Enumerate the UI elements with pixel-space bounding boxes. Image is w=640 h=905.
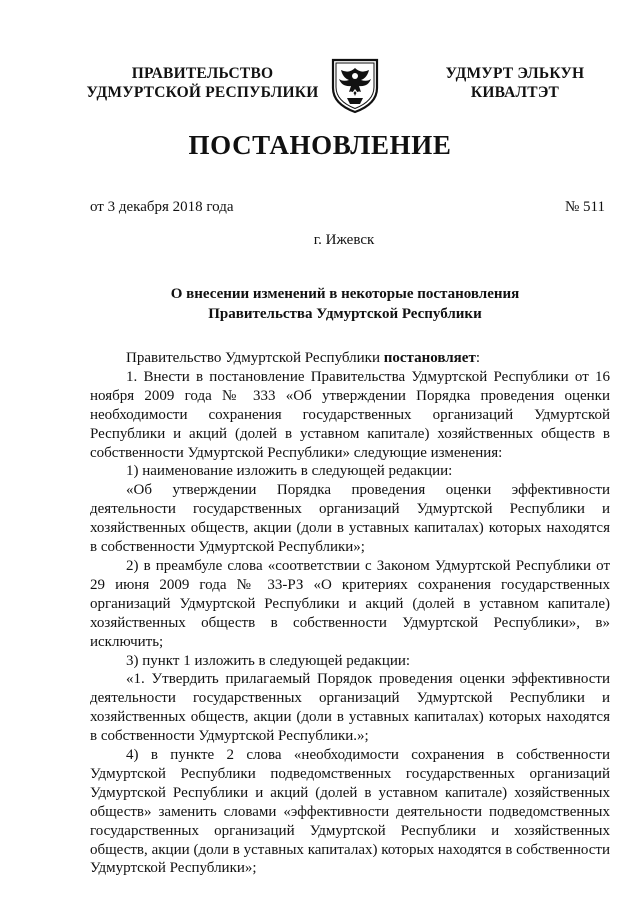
- header-left-line-2: УДМУРТСКОЙ РЕСПУБЛИКИ: [86, 84, 319, 101]
- intro-text: Правительство Удмуртской Республики: [126, 350, 384, 366]
- body-paragraph-3: «Об утверждении Порядка проведения оценки эффективности деятельности государственных организаций Удмуртской Республики и хозяйственных обществ, акции (доли в уставных капиталах) которых находятся в собственности Удмуртской Республики»;: [90, 482, 610, 556]
- intro-colon: :: [475, 350, 480, 366]
- document-number: № 511: [565, 199, 606, 215]
- document-date: от 3 декабря 2018 года: [90, 199, 234, 215]
- document-body: [90, 349, 610, 878]
- subject-line-1: О внесении изменений в некоторые постановления: [170, 286, 520, 302]
- body-paragraph-2: 1) наименование изложить в следующей редакции:: [126, 463, 453, 480]
- coat-of-arms-icon: [327, 54, 383, 114]
- document-city: г. Ижевск: [313, 232, 375, 248]
- body-paragraph-5: 3) пункт 1 изложить в следующей редакции:: [126, 652, 411, 669]
- document-type-title: ПОСТАНОВЛЕНИЕ: [188, 130, 452, 160]
- body-paragraph-7: 4) в пункте 2 слова «необходимости сохранения в собственности Удмуртской Республики подведомственных государственных организаций Удмуртской Республики и акций (долей в уставном капитале) хозяйственных обществ» заменить словами «эффективности деятельности подведомственных государственных организаций Удмуртской Республики и хозяйственных обществ, акции (доли в уставных капиталах) которых находятся в собственности Удмуртской Республики»;: [90, 747, 610, 877]
- intro-keyword: постановляет: [383, 350, 476, 366]
- body-paragraph-4: 2) в преамбуле слова «соответствии с Законом Удмуртской Республики от 29 июня 2009 года № 33-РЗ «О критериях сохранения государственных организаций Удмуртской Республики и акций (долей в уставном капитале) хозяйственных обществ в собственности Удмуртской Республики», в» исключить;: [90, 557, 610, 650]
- header-government-ru: [70, 64, 335, 102]
- body-paragraph-1: 1. Внести в постановление Правительства Удмуртской Республики от 16 ноября 2009 года № 333 «Об утверждении Порядка проведения оценки необходимости сохранения государственных организаций Удмуртской Республики и акций (долей в уставном капитале) хозяйственных обществ в собственности Удмуртской Республики» следующие изменения:: [90, 368, 610, 461]
- body-paragraph-6: «1. Утвердить прилагаемый Порядок проведения оценки эффективности деятельности государственных организаций Удмуртской Республики и хозяйственных обществ, акции (доли в уставных капиталах) которых находятся в собственности Удмуртской Республики.»;: [90, 671, 610, 745]
- intro-paragraph: [90, 349, 610, 368]
- document-subject: [120, 284, 570, 324]
- header-left-line-1: ПРАВИТЕЛЬСТВО: [131, 65, 274, 82]
- header-right-line-1: УДМУРТ ЭЛЬКУН: [445, 65, 585, 82]
- header-right-line-2: КИВАЛТЭТ: [470, 84, 560, 101]
- header-government-udm: [420, 64, 610, 102]
- subject-line-2: Правительства Удмуртской Республики: [208, 306, 482, 322]
